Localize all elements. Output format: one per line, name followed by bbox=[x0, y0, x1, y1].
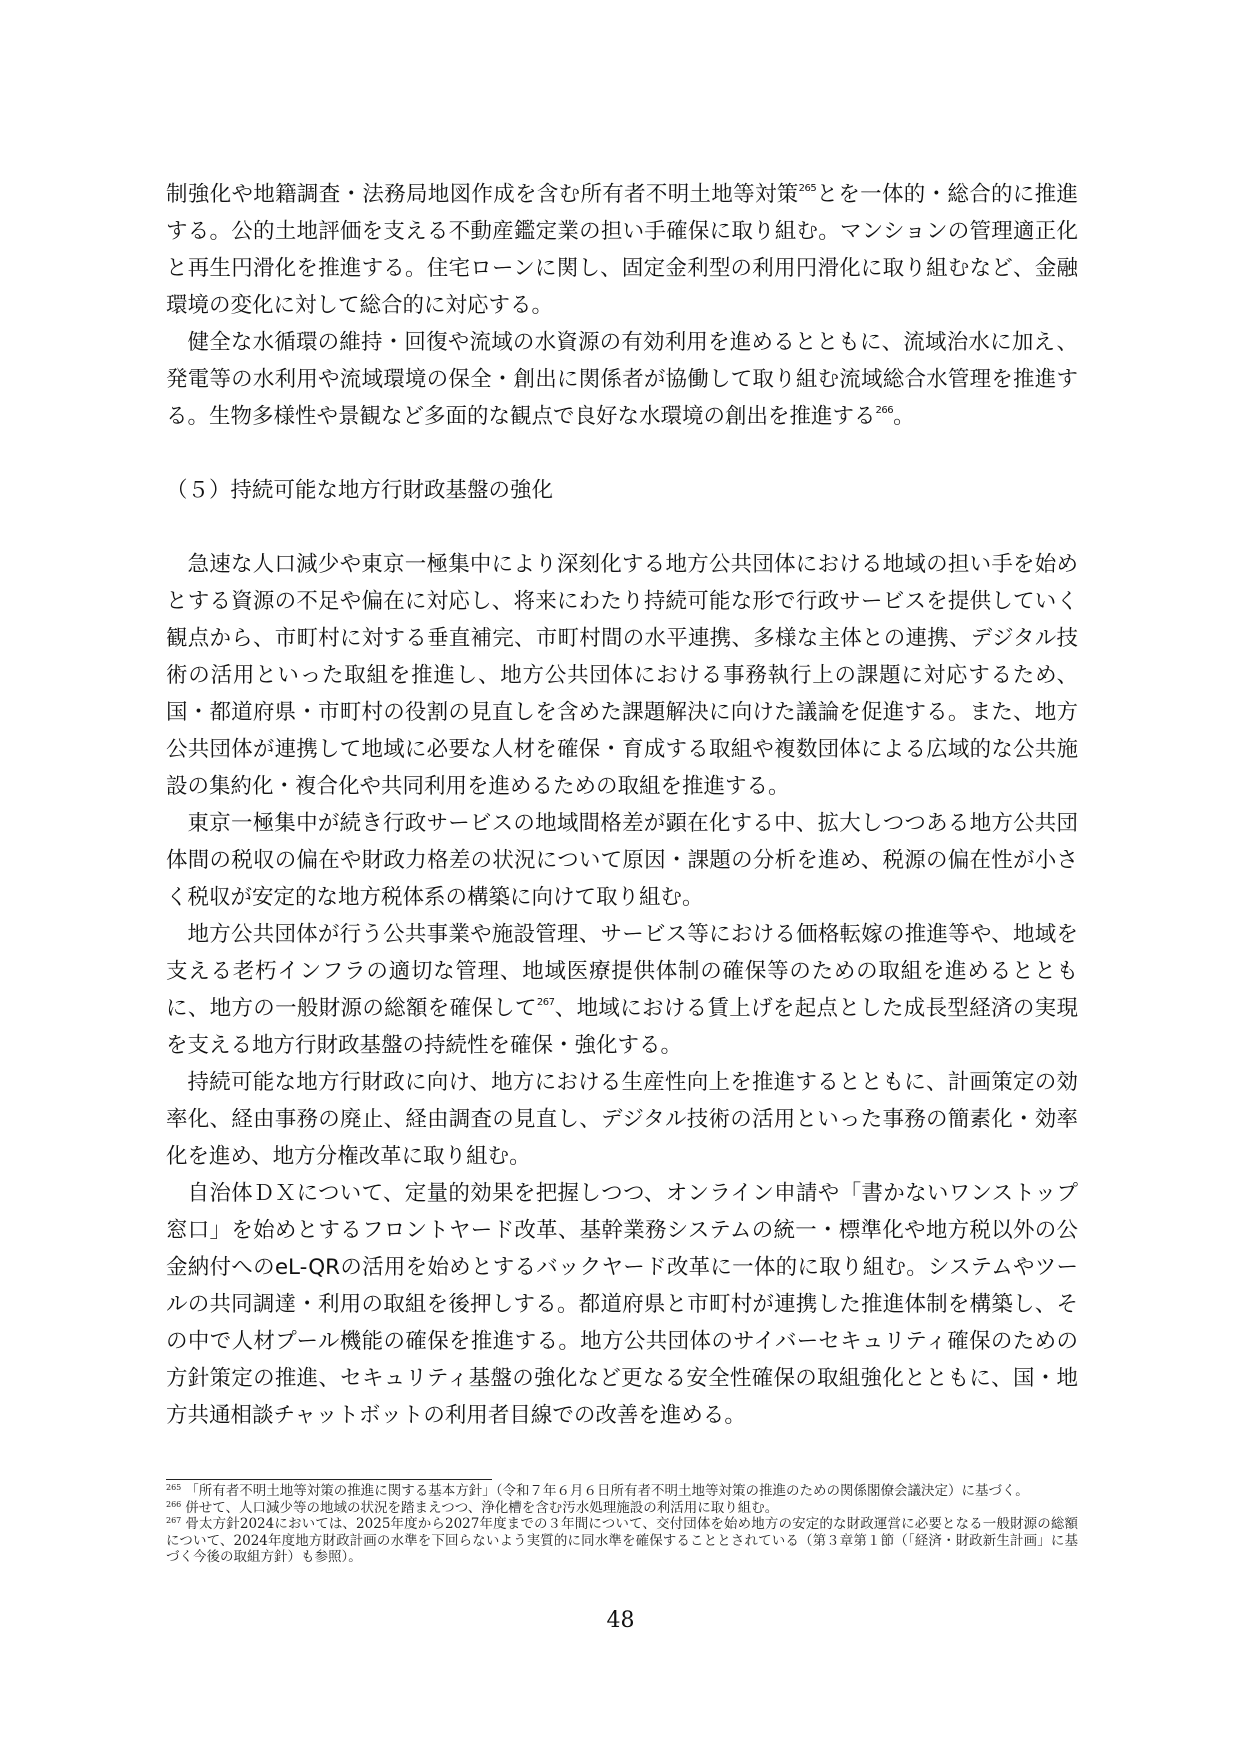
footnote-ref-267[interactable]: 267 bbox=[536, 997, 555, 1008]
footnote-ref-266[interactable]: 266 bbox=[875, 405, 894, 416]
footnote-266: $^{266}$ 併せて、人口減少等の地域の状況を踏まえつつ、浄化槽を含む汚水処理施設の利活用に取り組む。 bbox=[166, 1499, 779, 1516]
paragraph-2: 健全な水循環の維持・回復や流域の水資源の有効利用を進めるとともに、流域治水に加え、発電等の水利用や流域環境の保全・創出に関係者が協働して取り組む流域総合水管理を推進する。生物多様性や景観など多面的な観点で良好な水環境の創出を推進する$^{266}$。 bbox=[166, 330, 1078, 429]
paragraph-5: 地方公共団体が行う公共事業や施設管理、サービス等における価格転嫁の推進等や、地域を支える老朽インフラの適切な管理、地域医療提供体制の確保等のための取組を進めるとともに、地方の一般財源の総額を確保して$^{267}$、地域における賃上げを起点とした成長型経済の実現を支える地方行財政基盤の持続性を確保・強化する。 bbox=[166, 922, 1078, 1058]
footnotes bbox=[166, 1483, 1078, 1566]
footnote-number: 267 bbox=[166, 1516, 182, 1525]
footnote-267: $^{267}$ 骨太方針2024においては、2025年度から2027年度までの３年間について、交付団体を始め地方の安定的な財政運営に必要となる一般財源の総額について、2024年度地方財政計画の水準を下回らないよう実質的に同水準を確保することとされている（第３章第１節（「経済・財政新生計画」に基づく今後の取組方針）も参照）。 bbox=[166, 1516, 1078, 1565]
page-number: 48 bbox=[606, 1608, 635, 1633]
spacer bbox=[166, 509, 1078, 546]
paragraph-7: 自治体ＤＸについて、定量的効果を把握しつつ、オンライン申請や「書かないワンストップ窓口」を始めとするフロントヤード改革、基幹業務システムの統一・標準化や地方税以外の公金納付へのeL-QRの活用を始めとするバックヤード改革に一体的に取り組む。システムやツールの共同調達・利用の取組を後押しする。都道府県と市町村が連携した推進体制を構築し、その中で人材プール機能の確保を推進する。地方公共団体のサイバーセキュリティ確保のための方針策定の推進、セキュリティ基盤の強化など更なる安全性確保の取組強化とともに、国・地方共通相談チャットボットの利用者目線での改善を進める。 bbox=[166, 1181, 1078, 1428]
footnote-ref-265[interactable]: 265 bbox=[798, 183, 817, 194]
footnote-number: 265 bbox=[166, 1483, 182, 1492]
footnote-number: 266 bbox=[166, 1499, 182, 1509]
spacer bbox=[166, 435, 1078, 472]
paragraph-1: 制強化や地籍調査・法務局地図作成を含む所有者不明土地等対策$^{265}$とを一体的・総合的に推進する。公的土地評価を支える不動産鑑定業の担い手確保に取り組む。マンションの管理適正化と再生円滑化を推進する。住宅ローンに関し、固定金利型の利用円滑化に取り組むなど、金融環境の変化に対して総合的に対応する。 bbox=[166, 182, 1078, 318]
paragraph-3: 急速な人口減少や東京一極集中により深刻化する地方公共団体における地域の担い手を始めとする資源の不足や偏在に対応し、将来にわたり持続可能な形で行政サービスを提供していく観点から、市町村に対する垂直補完、市町村間の水平連携、多様な主体との連携、デジタル技術の活用といった取組を推進し、地方公共団体における事務執行上の課題に対応するため、国・都道府県・市町村の役割の見直しを含めた課題解決に向けた議論を促進する。また、地方公共団体が連携して地域に必要な人材を確保・育成する取組や複数団体による広域的な公共施設の集約化・複合化や共同利用を進めるための取組を推進する。 bbox=[166, 552, 1078, 799]
section-heading: （５）持続可能な地方行財政基盤の強化 bbox=[166, 478, 554, 503]
footnote-divider bbox=[166, 1479, 492, 1480]
paragraph-4: 東京一極集中が続き行政サービスの地域間格差が顕在化する中、拡大しつつある地方公共団体間の税収の偏在や財政力格差の状況について原因・課題の分析を進め、税源の偏在性が小さく税収が安定的な地方税体系の構築に向けて取り組む。 bbox=[166, 811, 1078, 910]
body-text bbox=[166, 176, 1078, 1434]
footnote-265: $^{265}$ 「所有者不明土地等対策の推進に関する基本方針」（令和７年６月６日所有者不明土地等対策の推進のための関係閣僚会議決定）に基づく。 bbox=[166, 1483, 1029, 1499]
paragraph-6: 持続可能な地方行財政に向け、地方における生産性向上を推進するとともに、計画策定の効率化、経由事務の廃止、経由調査の見直し、デジタル技術の活用といった事務の簡素化・効率化を進め、地方分権改革に取り組む。 bbox=[166, 1070, 1078, 1169]
